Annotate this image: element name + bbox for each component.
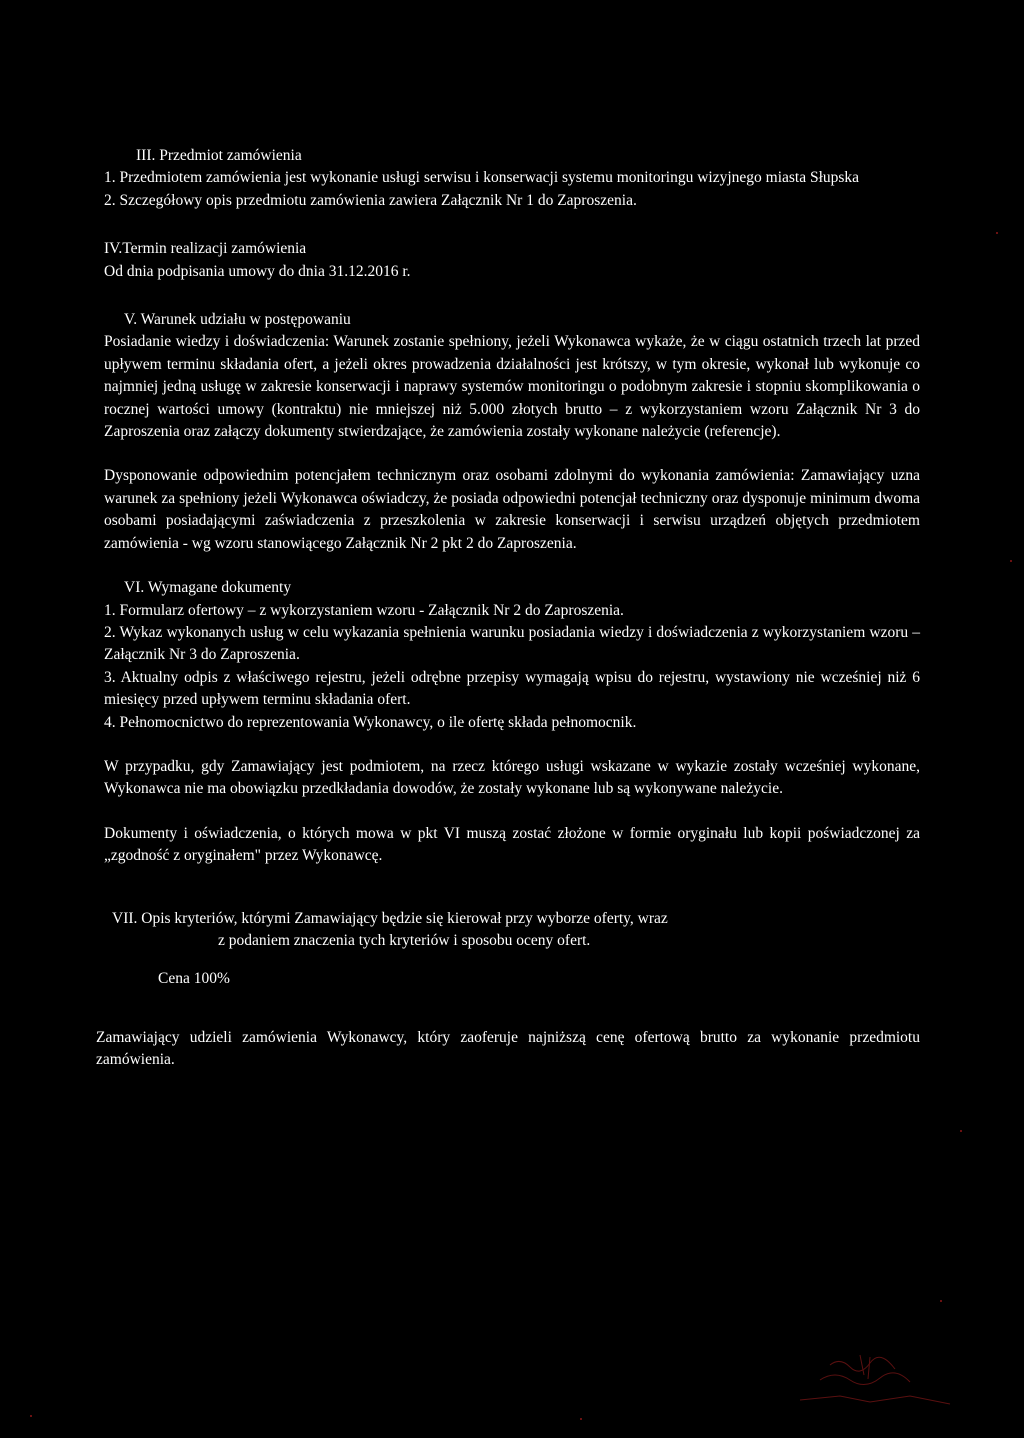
section-7-heading xyxy=(104,908,920,953)
section-7-closing: Zamawiający udzieli zamówienia Wykonawcy, który zaoferuje najniższą cenę ofertową brutto za wykonanie przedmiotu zamówienia. xyxy=(96,1028,920,1069)
signature-scribble xyxy=(760,1345,990,1425)
section-6-item-1: 1. Formularz ofertowy – z wykorzystaniem wzoru - Załącznik Nr 2 do Zaproszenia. xyxy=(104,601,624,619)
section-4-heading: IV.Termin realizacji zamówienia xyxy=(104,240,307,258)
price-criterion: Cena 100% xyxy=(158,970,230,988)
section-6 xyxy=(104,577,920,867)
section-6-paragraph-2: Dokumenty i oświadczenia, o których mowa w pkt VI muszą zostać złożone w formie oryginału lub kopii poświadczonej za „zgodność z oryginałem" przez Wykonawcę. xyxy=(104,824,920,865)
section-3-item-1: 1. Przedmiotem zamówienia jest wykonanie usługi serwisu i konserwacji systemu monitoringu wizyjnego miasta Słupska xyxy=(104,169,860,187)
document-page xyxy=(96,145,920,1072)
section-7-heading-line-2: z podaniem znaczenia tych kryteriów i sposobu oceny ofert. xyxy=(218,931,591,949)
section-5 xyxy=(104,309,920,555)
section-6-item-3: 3. Aktualny odpis z właściwego rejestru, jeżeli odrębne przepisy wymagają wpisu do rejestru, wystawiony nie wcześniej niż 6 miesięcy przed upływem terminu składania ofert. xyxy=(104,668,920,709)
section-6-item-4: 4. Pełnomocnictwo do reprezentowania Wykonawcy, o ile ofertę składa pełnomocnik. xyxy=(104,713,637,731)
section-7 xyxy=(96,908,920,1072)
section-7-heading-line-1: VII. Opis kryteriów, którymi Zamawiający będzie się kierował przy wyborze oferty, wraz xyxy=(112,909,668,927)
section-3-item-2: 2. Szczegółowy opis przedmiotu zamówienia zawiera Załącznik Nr 1 do Zaproszenia. xyxy=(104,191,637,209)
section-6-paragraph-1: W przypadku, gdy Zamawiający jest podmiotem, na rzecz którego usługi wskazane w wykazie zostały wcześniej wykonane, Wykonawca nie ma obowiązku przedkładania dowodów, że zostały wykonane lub są wykonywane należycie. xyxy=(104,757,920,798)
section-4-text: Od dnia podpisania umowy do dnia 31.12.2016 r. xyxy=(104,262,411,280)
section-3-heading: III. Przedmiot zamówienia xyxy=(136,147,302,164)
section-6-heading: VI. Wymagane dokumenty xyxy=(124,579,292,597)
section-5-heading: V. Warunek udziału w postępowaniu xyxy=(124,311,351,329)
section-5-paragraph-2: Dysponowanie odpowiednim potencjałem technicznym oraz osobami zdolnymi do wykonania zamówienia: Zamawiający uzna warunek za spełniony jeżeli Wykonawca oświadczy, że posiada odpowiedni potencjał techniczny oraz dysponuje minimum dwoma osobami posiadającymi zaświadczenia z przeszkolenia w zakresie konserwacji i serwisu urządzeń objętych przedmiotem zamówienia - wg wzoru stanowiącego Załącznik Nr 2 pkt 2 do Zaproszenia. xyxy=(104,467,920,552)
section-4 xyxy=(104,238,920,283)
section-6-item-2: 2. Wykaz wykonanych usług w celu wykazania spełnienia warunku posiadania wiedzy i doświadczenia z wykorzystaniem wzoru – Załącznik Nr 3 do Zaproszenia. xyxy=(104,623,920,664)
section-3 xyxy=(104,145,920,212)
section-5-paragraph-1: Posiadanie wiedzy i doświadczenia: Warunek zostanie spełniony, jeżeli Wykonawca wykaże, że w ciągu ostatnich trzech lat przed upływem terminu składania ofert, a jeżeli okres prowadzenia działalności jest krótszy, w tym okresie, wykonał lub wykonuje co najmniej jedną usługę w zakresie konserwacji i naprawy systemów monitoringu o podobnym zakresie i stopniu skomplikowania o rocznej wartości umowy (kontraktu) nie mniejszej niż 5.000 złotych brutto – z wykorzystaniem wzoru Załącznik Nr 3 do Zaproszenia oraz załączy dokumenty stwierdzające, że zamówienia zostały wykonane należycie (referencje). xyxy=(104,333,920,441)
